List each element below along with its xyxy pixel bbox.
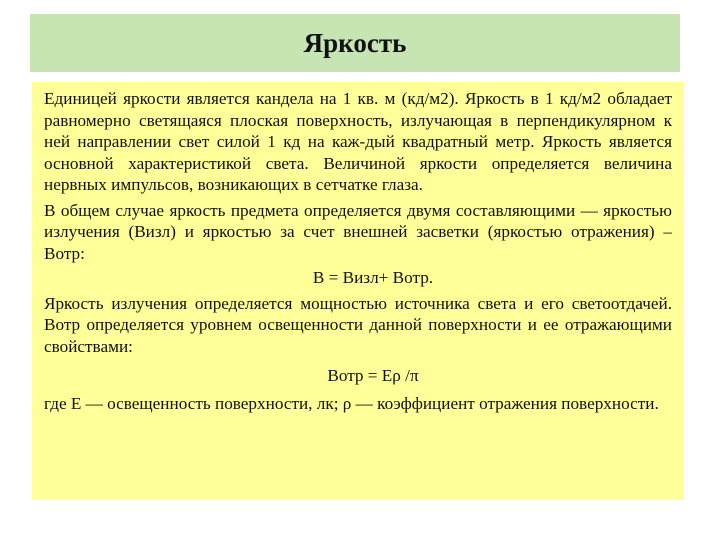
- paragraph-luminance-components: В общем случае яркость предмета определяется двумя составляющими — яркостью излучения (Bизл) и яркостью за счет внешней засветки (яркостью отражения) – Bотр:: [44, 200, 672, 263]
- formula-total-luminance: B = Bизл+ Bотр.: [312, 268, 434, 287]
- formula-reflected-luminance: Bотр = Eρ /π: [327, 366, 419, 385]
- paragraph-emission-reflection: Яркость излучения определяется мощностью источника света и его светоотдачей. Bотр определяется уровнем освещенности данной поверхности и ее отражающими свойствами:: [44, 293, 672, 356]
- content-box: [32, 82, 684, 500]
- paragraph-luminance-unit: Единицей яркости является кандела на 1 кв. м (кд/м2). Яркость в 1 кд/м2 обладает равномерно светящаяся плоская поверхность, излучающая в перпендикулярном к ней направлении свет силой 1 кд на каж-дый квадратный метр. Яркость является основной характеристикой света. Величиной яркости определяется величина нервных импульсов, возникающих в сетчатке глаза.: [44, 89, 672, 194]
- paragraph-definitions: где E — освещенность поверхности, лк; ρ — коэффициент отражения поверхности.: [44, 393, 659, 413]
- slide-title: Яркость: [303, 27, 407, 58]
- title-banner: [30, 14, 680, 72]
